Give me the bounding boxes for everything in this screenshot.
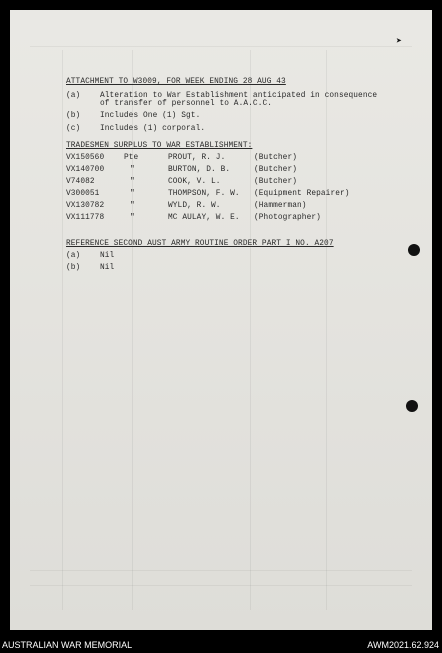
rank: "	[130, 178, 135, 186]
reference-item-text: Nil	[100, 264, 115, 272]
bleed-through-line	[250, 50, 251, 610]
service-number: VX150560	[66, 154, 105, 162]
soldier-name: COOK, V. L.	[168, 178, 221, 186]
attachment-item-label: (b)	[66, 112, 81, 120]
corner-mark-icon: ➤	[396, 37, 403, 48]
bleed-through-line	[30, 585, 412, 586]
rank: "	[130, 202, 135, 210]
reference-item-text: Nil	[100, 252, 115, 260]
trade: (Butcher)	[254, 178, 298, 186]
punch-hole	[406, 400, 418, 412]
attachment-item-text: Includes One (1) Sgt.	[100, 112, 201, 120]
soldier-name: WYLD, R. W.	[168, 202, 221, 210]
attachment-item-label: (a)	[66, 92, 81, 100]
reference-heading: REFERENCE SECOND AUST ARMY ROUTINE ORDER PART I NO. A207	[66, 240, 334, 248]
rank: "	[130, 166, 135, 174]
trade: (Butcher)	[254, 166, 298, 174]
trade: (Equipment Repairer)	[254, 190, 350, 198]
soldier-name: THOMPSON, F. W.	[168, 190, 240, 198]
rank: Pte	[124, 154, 139, 162]
bleed-through-line	[326, 50, 327, 610]
reference-item-label: (b)	[66, 264, 81, 272]
service-number: VX111778	[66, 214, 105, 222]
reference-item-label: (a)	[66, 252, 81, 260]
attachment-heading: ATTACHMENT TO W3009, FOR WEEK ENDING 28 AUG 43	[66, 78, 286, 86]
punch-hole	[408, 244, 420, 256]
bleed-through-line	[62, 50, 63, 610]
footer-accession-number: AWM2021.62.924	[367, 640, 439, 650]
service-number: VX140700	[66, 166, 105, 174]
soldier-name: PROUT, R. J.	[168, 154, 226, 162]
attachment-item-text: Includes (1) corporal.	[100, 125, 206, 133]
attachment-item-text-continued: of transfer of personnel to A.A.C.C.	[100, 100, 273, 108]
bleed-through-line	[30, 46, 412, 47]
footer-institution: AUSTRALIAN WAR MEMORIAL	[2, 640, 133, 650]
document-page	[10, 10, 432, 630]
service-number: VX130782	[66, 202, 105, 210]
soldier-name: MC AULAY, W. E.	[168, 214, 240, 222]
service-number: V300051	[66, 190, 100, 198]
tradesmen-heading: TRADESMEN SURPLUS TO WAR ESTABLISHMENT:	[66, 142, 253, 150]
soldier-name: BURTON, D. B.	[168, 166, 231, 174]
rank: "	[130, 190, 135, 198]
trade: (Photographer)	[254, 214, 321, 222]
attachment-item-text: Alteration to War Establishment anticipated in consequence	[100, 92, 378, 100]
trade: (Butcher)	[254, 154, 298, 162]
service-number: V74082	[66, 178, 95, 186]
rank: "	[130, 214, 135, 222]
attachment-item-label: (c)	[66, 125, 81, 133]
bleed-through-line	[30, 570, 412, 571]
trade: (Hammerman)	[254, 202, 307, 210]
bleed-through-line	[132, 50, 133, 610]
